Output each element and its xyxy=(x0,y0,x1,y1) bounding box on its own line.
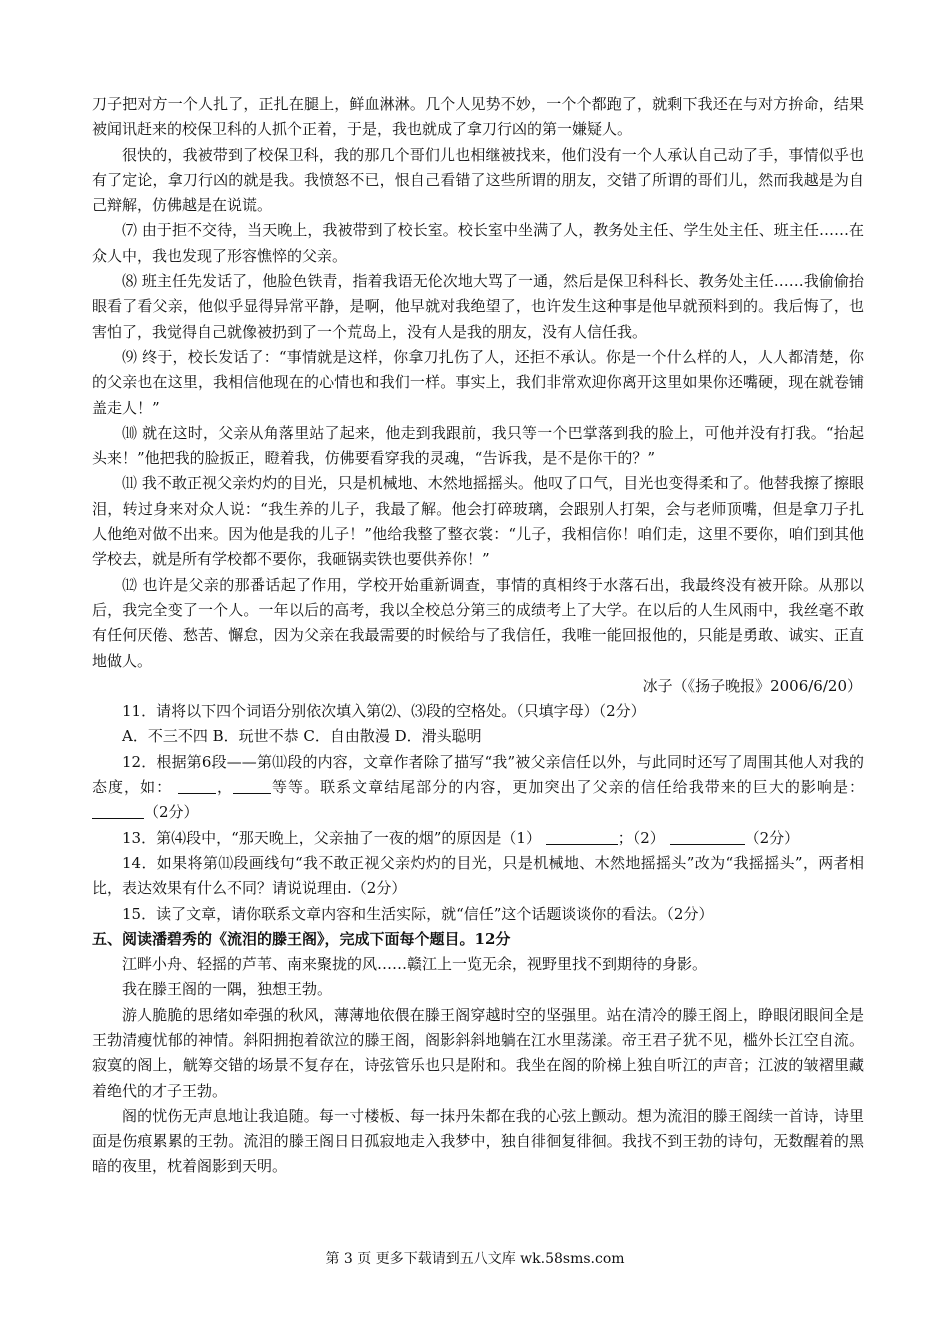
essay-paragraph-2: 我在滕王阁的一隅，独想王勃。 xyxy=(122,980,333,999)
answer-blank[interactable] xyxy=(670,829,745,845)
question-12 xyxy=(92,750,864,826)
paragraph-10: ⑽ 就在这时，父亲从角落里站了起来，他走到我跟前，我只等一个巴掌落到我的脸上，可他并没有打我。“抬起头来！”他把我的脸扳正，瞪着我，仿佛要看穿我的灵魂，“告诉我，是不是你干的？” xyxy=(92,423,864,468)
question-12-text-b: 等等。联系文章结尾部分的内容，更加突出了父亲的信任给我带来的巨大的影响是： xyxy=(271,778,864,797)
answer-blank[interactable] xyxy=(92,803,144,819)
question-14: 14．如果将第⑾段画线句“我不敢正视父亲灼灼的目光，只是机械地、木然地摇摇头”改为“我摇摇头”，两者相比，表达效果有什么不同？请说说理由.（2分） xyxy=(92,853,864,898)
question-13-points: （2分） xyxy=(744,828,800,847)
essay-paragraph-3: 游人脆脆的思绪如牵强的秋风，薄薄地依偎在滕王阁穿越时空的坚强里。站在清冷的滕王阁上，睁眼闭眼间全是王勃清瘦忧郁的神情。斜阳拥抱着欲泣的滕王阁，阁影斜斜地躺在江水里荡漾。帝王君子犹不见，槛外长江空自流。寂寞的阁上，觥筹交错的场景不复存在，诗弦管乐也只是附和。我坐在阁的阶梯上独自听江的声音；江波的皱褶里藏着绝代的才子王勃。 xyxy=(92,1005,864,1100)
question-11-options: A．不三不四 B．玩世不恭 C．自由散漫 D．滑头聪明 xyxy=(122,727,482,746)
paragraph-7: ⑺ 由于拒不交待，当天晚上，我被带到了校长室。校长室中坐满了人，教务处主任、学生处主任、班主任……在众人中，我也发现了形容憔悴的父亲。 xyxy=(92,221,864,265)
question-11: 11．请将以下四个词语分别依次填入第⑵、⑶段的空格处。（只填字母）（2分） xyxy=(122,702,646,721)
paragraph-11: ⑾ 我不敢正视父亲灼灼的目光，只是机械地、木然地摇摇头。他叹了口气，目光也变得柔和了。他替我擦了擦眼泪，转过身来对众人说：“我生养的儿子，我最了解。他会打碎玻璃，会跟别人打架，会与老师顶嘴，但是拿刀子扎人他绝对做不出来。因为他是我的儿子！”他给我整了整衣裳：“儿子，我相信你！咱们走，这里不要你，咱们到其他学校去，就是所有学校都不要你，我砸锅卖铁也要供养你！” xyxy=(92,474,864,569)
question-15: 15．读了文章，请你联系文章内容和生活实际，就“信任”这个话题谈谈你的看法。（2分） xyxy=(122,904,714,923)
essay-paragraph-4: 阁的忧伤无声息地让我追随。每一寸楼板、每一抹丹朱都在我的心弦上颤动。想为流泪的滕王阁续一首诗，诗里面是伤痕累累的王勃。流泪的滕王阁日日孤寂地走入我梦中，独自徘徊复徘徊。我找不到王勃的诗句，无数醒着的黑暗的夜里，枕着阁影到天明。 xyxy=(92,1106,864,1176)
question-12-points: （2分） xyxy=(144,803,199,822)
answer-blank[interactable] xyxy=(546,829,618,845)
question-13-text-a: 13．第⑷段中，“那天晚上，父亲抽了一夜的烟”的原因是（1） xyxy=(122,828,541,847)
article-source: 冰子（《扬子晚报》2006/6/20） xyxy=(642,676,862,695)
page-footer: 第 3 页 更多下载请到五八文库 wk.58sms.com xyxy=(325,1251,625,1267)
comma: ， xyxy=(215,778,233,797)
question-13 xyxy=(92,826,864,851)
paragraph-continued: 刀子把对方一个人扎了，正扎在腿上，鲜血淋淋。几个人见势不妙，一个个都跑了，就剩下我还在与对方拚命，结果被闻讯赶来的校保卫科的人抓个正着，于是，我也就成了拿刀行凶的第一嫌疑人。 xyxy=(92,95,864,139)
answer-blank[interactable] xyxy=(178,778,216,794)
section-5-heading: 五、阅读潘碧秀的《流泪的滕王阁》，完成下面每个题目。12分 xyxy=(92,929,511,948)
paragraph-6: 很快的，我被带到了校保卫科，我的那几个哥们儿也相继被找来，他们没有一个人承认自己动了手，事情似乎也有了定论，拿刀行凶的就是我。我愤怒不已，恨自己看错了这些所谓的朋友，交错了所谓的哥们儿，然而我越是为自己辩解，仿佛越是在说谎。 xyxy=(92,145,864,215)
answer-blank[interactable] xyxy=(233,778,271,794)
document-page xyxy=(92,92,864,1180)
question-13-text-b: ；（2） xyxy=(617,828,665,847)
question-12-text-a: 12．根据第6段——第⑾段的内容，文章作者除了描写“我”被父亲信任以外，与此同时还写了周围其他人对我的态度，如： xyxy=(92,752,864,797)
essay-paragraph-1: 江畔小舟、轻摇的芦苇、南来聚拢的风……赣江上一览无余，视野里找不到期待的身影。 xyxy=(122,955,708,974)
paragraph-9: ⑼ 终于，校长发话了：“事情就是这样，你拿刀扎伤了人，还拒不承认。你是一个什么样的人，人人都清楚，你的父亲也在这里，我相信他现在的心情也和我们一样。事实上，我们非常欢迎你离开这里如果你还嘴硬，现在就卷铺盖走人！” xyxy=(92,347,864,417)
paragraph-8: ⑻ 班主任先发话了，他脸色铁青，指着我语无伦次地大骂了一通，然后是保卫科科长、教务处主任……我偷偷抬眼看了看父亲，他似乎显得异常平静，是啊，他早就对我绝望了，也许发生这种事是他早就预料到的。我后悔了，也害怕了，我觉得自己就像被扔到了一个荒岛上，没有人是我的朋友，没有人信任我。 xyxy=(92,272,864,341)
paragraph-12: ⑿ 也许是父亲的那番话起了作用，学校开始重新调查，事情的真相终于水落石出，我最终没有被开除。从那以后，我完全变了一个人。一年以后的高考，我以全校总分第三的成绩考上了大学。在以后的人生风雨中，我丝毫不敢有任何厌倦、愁苦、懈怠，因为父亲在我最需要的时候给与了我信任，我唯一能回报他的，只能是勇敢、诚实、正直地做人。 xyxy=(92,575,864,670)
